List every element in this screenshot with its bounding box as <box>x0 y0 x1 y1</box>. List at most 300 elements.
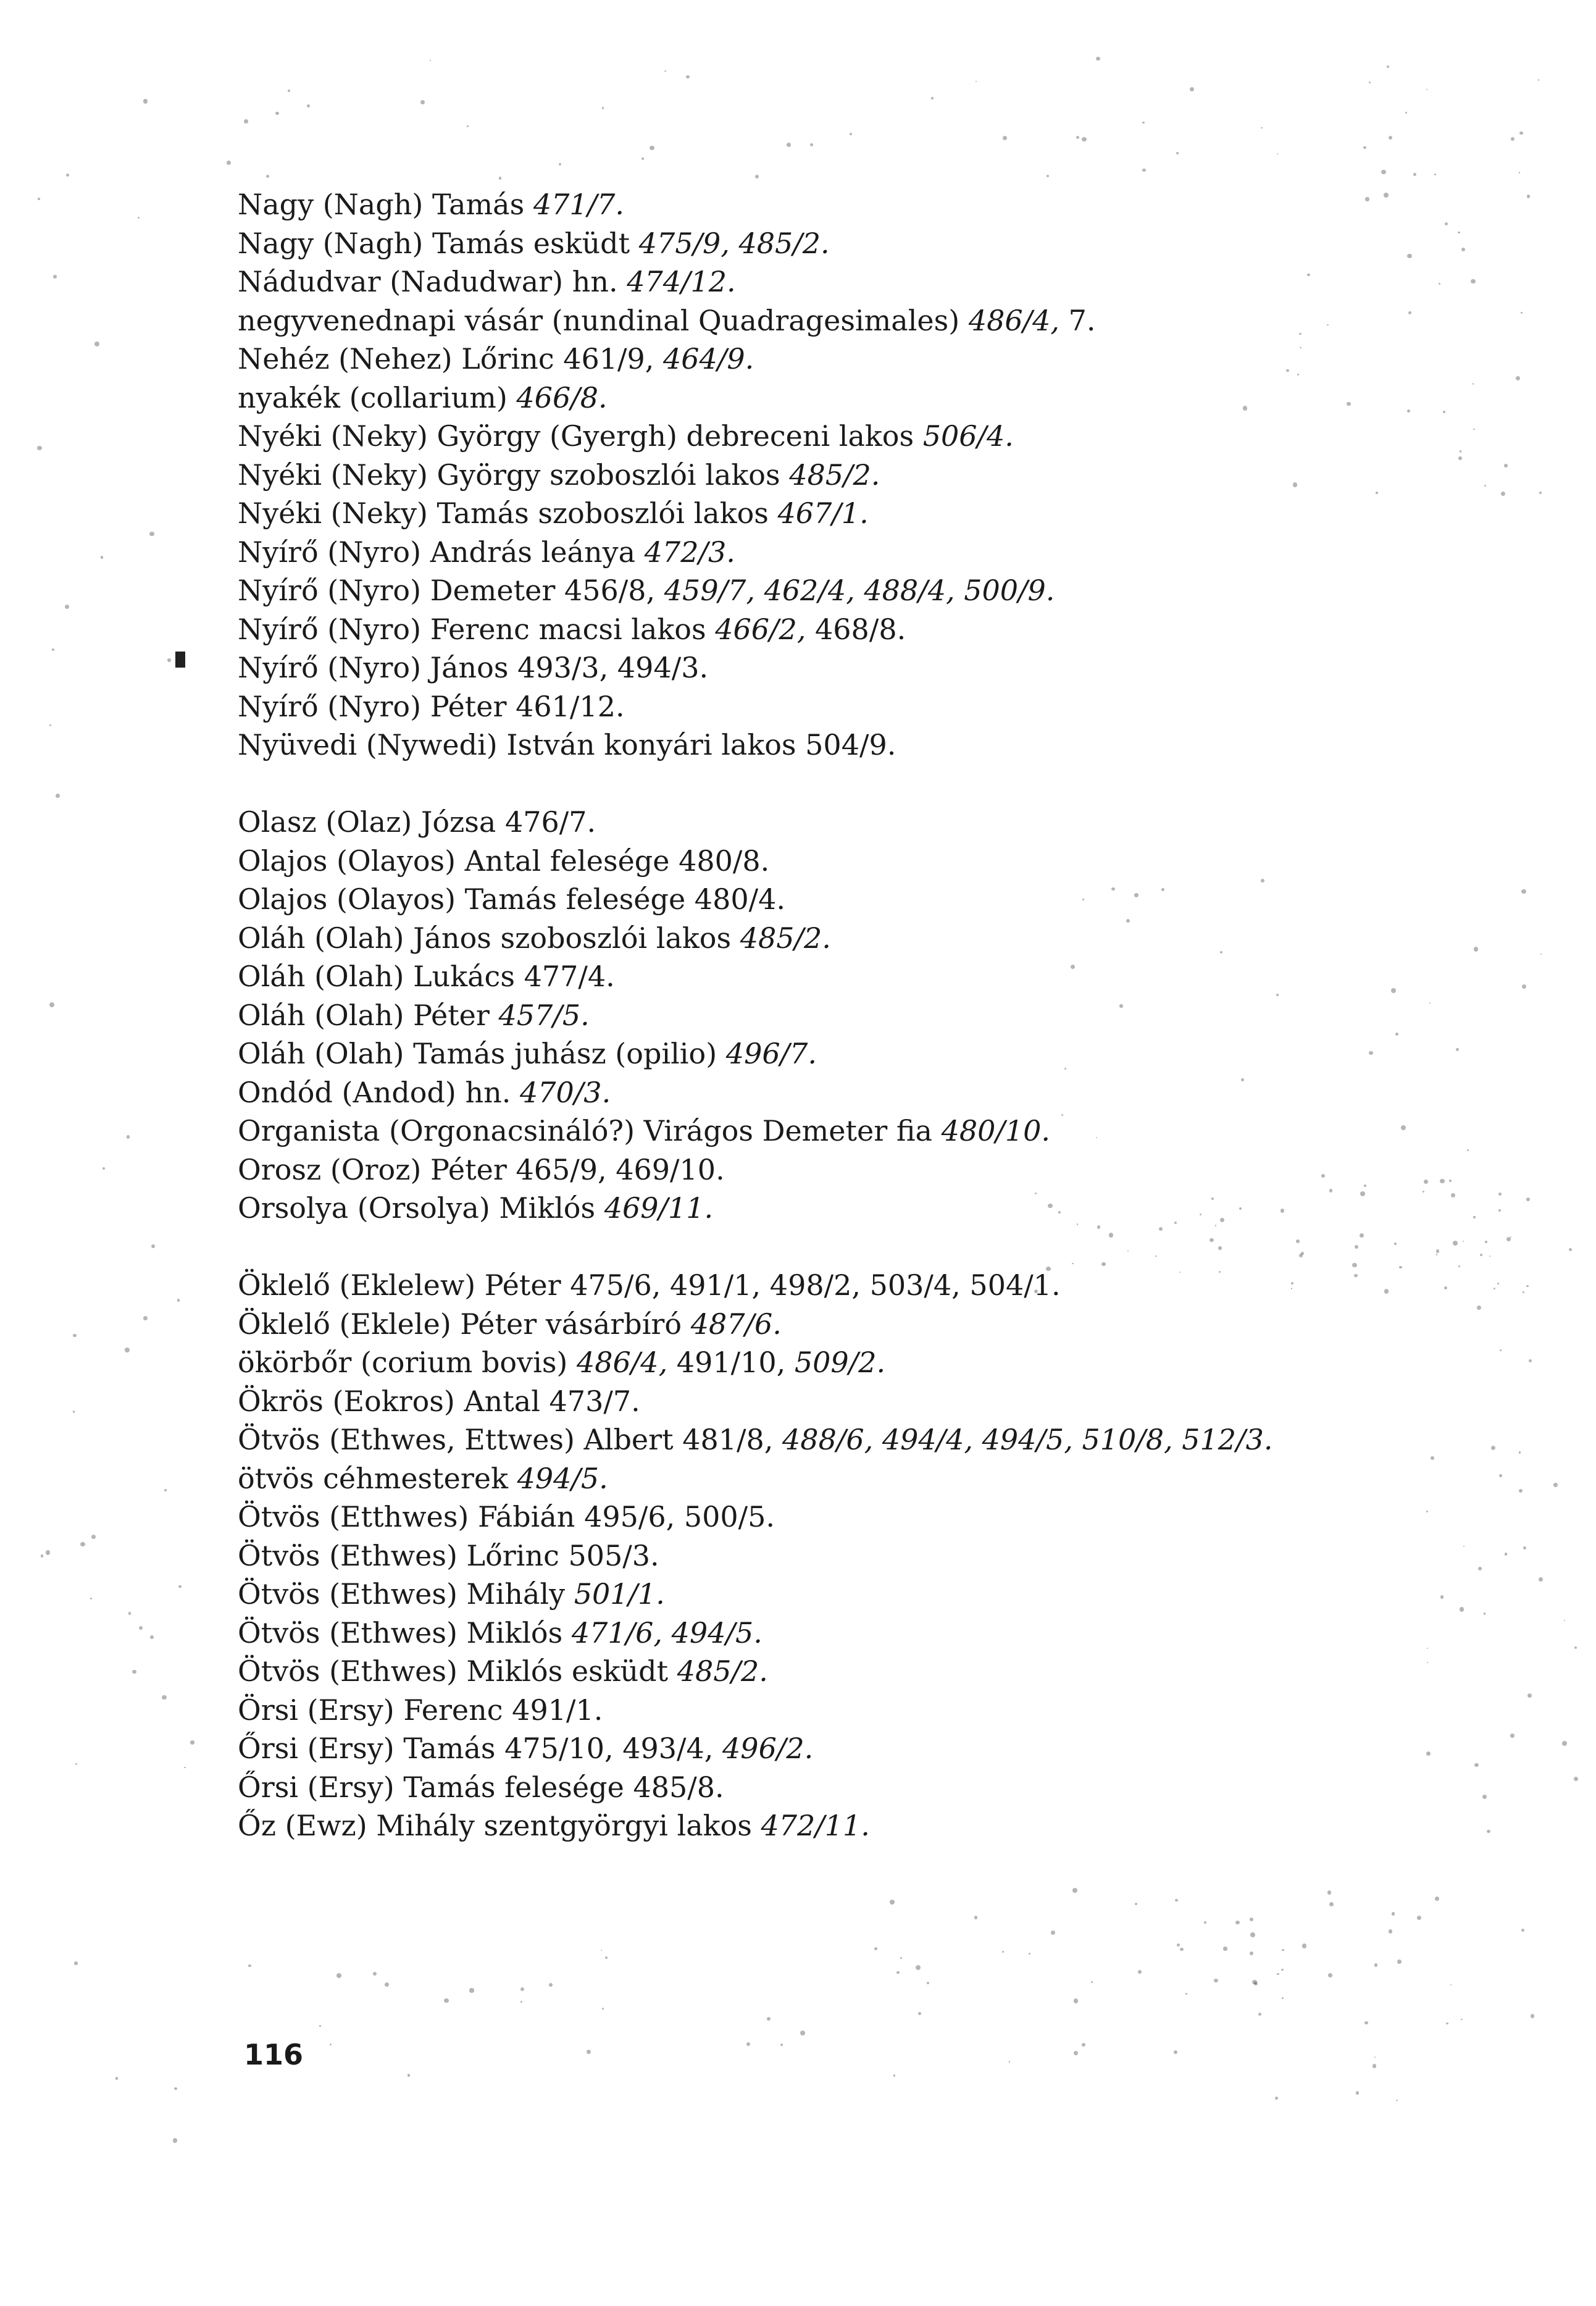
scan-speck <box>1519 1489 1523 1493</box>
index-entry <box>238 1806 1503 1845</box>
entry-reference: 464/9. <box>663 342 754 375</box>
scan-speck <box>1519 1451 1521 1454</box>
scan-speck <box>1461 2019 1462 2020</box>
scan-speck <box>602 2008 604 2010</box>
scan-speck <box>143 1316 148 1320</box>
scan-speck <box>1527 195 1531 198</box>
scan-speck <box>927 1982 929 1984</box>
scan-speck <box>650 146 654 151</box>
scan-speck <box>1327 1890 1331 1894</box>
scan-speck <box>128 1612 132 1615</box>
entry-name: Ötvös (Ethwes) Miklós <box>238 1616 572 1650</box>
scan-speck <box>976 81 977 82</box>
margin-mark <box>175 652 185 668</box>
scan-speck <box>190 1740 194 1744</box>
scan-speck <box>1177 1943 1180 1947</box>
scan-speck <box>874 1947 877 1950</box>
entry-name: Öklelő (Eklele) Péter vásárbíró <box>238 1307 691 1341</box>
scan-speck <box>1235 1921 1239 1924</box>
scan-speck <box>1539 1577 1544 1582</box>
entry-reference: 472/3. <box>644 535 735 569</box>
entry-reference: 504/9. <box>805 728 896 761</box>
index-entry <box>238 340 1503 379</box>
entry-name: ötvös céhmesterek <box>238 1461 517 1495</box>
scan-speck <box>896 1971 900 1974</box>
scan-speck <box>46 1550 50 1554</box>
scan-speck <box>520 1987 524 1991</box>
index-entry <box>238 842 1503 881</box>
entry-reference: 457/5. <box>498 998 590 1032</box>
entry-reference: 466/8. <box>516 380 608 414</box>
index-entry <box>238 1729 1503 1768</box>
index-entry <box>238 456 1503 495</box>
entry-name: negyvenednapi vásár (nundinal Quadragesimales) <box>238 303 969 337</box>
entry-reference: 473/7. <box>549 1384 640 1418</box>
entry-reference: 488/6, 494/4, 494/5, 510/8, 512/3. <box>782 1423 1273 1456</box>
scan-speck <box>1526 1285 1529 1288</box>
entry-reference: 475/10, 493/4, <box>504 1732 723 1765</box>
scan-speck <box>916 1965 921 1970</box>
scan-speck <box>974 1916 977 1919</box>
scan-speck <box>444 1998 448 2003</box>
scan-speck <box>1275 2097 1278 2100</box>
scan-speck <box>1387 65 1389 68</box>
entry-reference: 471/6, 494/5. <box>571 1616 762 1650</box>
scan-speck <box>1082 137 1087 142</box>
entry-reference: 486/4, <box>577 1346 668 1379</box>
scan-speck <box>1510 1734 1515 1738</box>
scan-speck <box>1417 1916 1421 1920</box>
index-entry <box>238 417 1503 456</box>
scan-speck <box>38 198 40 200</box>
entry-reference: 496/2. <box>722 1732 814 1765</box>
scan-speck <box>1250 1932 1255 1937</box>
scan-speck <box>1082 2043 1086 2047</box>
index-entry <box>238 1652 1503 1691</box>
index-entry <box>238 224 1503 263</box>
entry-name: Nyéki (Neky) Tamás szoboszlói lakos <box>238 497 778 530</box>
scan-speck <box>1505 1553 1508 1556</box>
scan-speck <box>91 1535 96 1539</box>
scan-speck <box>139 1626 143 1630</box>
entry-name: Őrsi (Ersy) Tamás <box>238 1732 505 1765</box>
scan-speck <box>469 1988 474 1992</box>
scan-speck <box>664 70 666 72</box>
entry-reference: 470/3. <box>520 1075 611 1109</box>
scan-speck <box>850 133 852 135</box>
scan-speck <box>173 2138 177 2142</box>
entry-reference: 461/12. <box>516 689 625 723</box>
entry-name: nyakék (collarium) <box>238 380 517 414</box>
scan-speck <box>1277 153 1278 154</box>
scan-speck <box>420 100 425 104</box>
scan-speck <box>1523 1546 1527 1550</box>
entry-reference: 495/6, 500/5. <box>584 1500 775 1533</box>
scan-speck <box>746 2042 750 2046</box>
entry-reference: 487/6. <box>690 1307 782 1341</box>
scan-speck <box>1506 1237 1511 1241</box>
scan-speck <box>94 342 99 346</box>
scan-speck <box>601 1950 602 1951</box>
scan-speck <box>178 1585 181 1588</box>
entry-name: Ötvös (Ethwes) Mihály <box>238 1577 574 1611</box>
entry-reference: 505/3. <box>568 1538 659 1572</box>
scan-speck <box>1135 1903 1137 1905</box>
index-entry <box>238 726 1503 765</box>
scan-speck <box>1072 1888 1077 1893</box>
scan-speck <box>1413 173 1416 176</box>
scan-speck <box>1434 174 1436 175</box>
entry-name: Őz (Ewz) Mihály szentgyörgyi lakos <box>238 1809 761 1842</box>
scan-speck <box>49 1002 54 1007</box>
scan-speck <box>1369 82 1371 83</box>
index-entry <box>238 1498 1503 1537</box>
scan-speck <box>686 75 689 78</box>
scan-speck <box>266 175 270 178</box>
index-entry <box>238 1768 1503 1807</box>
index-list <box>238 185 1503 1845</box>
entry-reference: 480/4. <box>694 883 785 916</box>
scan-speck <box>1574 1777 1578 1781</box>
index-entry <box>238 185 1503 224</box>
index-entry <box>238 1575 1503 1614</box>
scan-speck <box>931 97 934 99</box>
scan-speck <box>1450 1984 1452 1985</box>
entry-reference: 461/9, <box>563 342 664 375</box>
index-entry <box>238 1691 1503 1730</box>
entry-name: Nyírő (Nyro) Ferenc macsi lakos <box>238 612 716 646</box>
scan-speck <box>1527 1693 1532 1698</box>
entry-name: Olajos (Olayos) Antal felesége <box>238 844 679 878</box>
entry-reference: 493/3, 494/3. <box>517 651 709 684</box>
scan-speck <box>1529 1359 1532 1362</box>
scan-speck <box>1091 1981 1093 1983</box>
scan-speck <box>73 1334 77 1338</box>
scan-speck <box>49 724 51 726</box>
scan-speck <box>1204 1921 1206 1924</box>
scan-speck <box>227 161 231 165</box>
scan-speck <box>102 1167 105 1170</box>
scan-speck <box>1096 57 1100 61</box>
index-entry <box>238 571 1503 610</box>
scan-speck <box>1522 984 1526 989</box>
entry-name: ökörbőr (corium bovis) <box>238 1346 577 1379</box>
entry-name: Ötvös (Ethwes) Miklós esküdt <box>238 1654 677 1688</box>
scan-speck <box>1356 2091 1360 2095</box>
scan-speck <box>65 605 69 609</box>
scan-speck <box>41 1554 43 1557</box>
scan-speck <box>1446 2023 1448 2025</box>
scan-speck <box>74 1961 78 1965</box>
index-entry <box>238 687 1503 726</box>
scan-speck <box>1142 169 1145 172</box>
scan-speck <box>1553 1483 1557 1486</box>
scan-speck <box>520 2001 522 2003</box>
scan-speck <box>138 217 140 219</box>
entry-reference: 468/8. <box>806 612 906 646</box>
entry-name: Őrsi (Ersy) Tamás felesége <box>238 1770 633 1804</box>
index-entry <box>238 262 1503 301</box>
entry-name: Nyírő (Nyro) András leánya <box>238 535 645 569</box>
index-entry <box>238 1459 1503 1498</box>
entry-reference: 501/1. <box>574 1577 665 1611</box>
scan-speck <box>1426 89 1427 90</box>
index-entry <box>238 301 1503 340</box>
scan-speck <box>1277 1973 1279 1975</box>
index-entry <box>238 1151 1503 1189</box>
scan-speck <box>244 119 248 124</box>
entry-reference: 485/2. <box>789 458 880 492</box>
entry-name: Oláh (Olah) Tamás juhász (opilio) <box>238 1037 726 1070</box>
scan-speck <box>1381 170 1385 174</box>
scan-speck <box>330 2044 332 2045</box>
entry-name: Ötvös (Ethwes) Lőrinc <box>238 1538 569 1572</box>
index-entry <box>238 494 1503 533</box>
scan-speck <box>151 1244 155 1248</box>
entry-reference: 480/8. <box>679 844 770 878</box>
entry-name: Ökrös (Eokros) Antal <box>238 1384 549 1418</box>
scan-speck <box>900 1957 902 1959</box>
scan-speck <box>80 1542 85 1546</box>
scan-speck <box>1531 2014 1534 2018</box>
index-entry <box>238 996 1503 1035</box>
scan-speck <box>1223 1947 1227 1950</box>
scan-speck <box>143 99 148 103</box>
entry-name: Orsolya (Orsolya) Miklós <box>238 1191 604 1225</box>
scan-speck <box>150 1635 154 1640</box>
entry-reference: 486/4, <box>968 303 1059 337</box>
scan-speck <box>1372 2064 1377 2068</box>
scan-speck <box>164 1489 167 1491</box>
index-entry <box>238 957 1503 996</box>
scan-speck <box>1389 136 1392 140</box>
scan-speck <box>1076 136 1079 139</box>
scan-speck <box>1281 1969 1284 1971</box>
scan-speck <box>1328 1973 1332 1977</box>
entry-name: Nehéz (Nehez) Lőrinc <box>238 342 564 375</box>
scan-speck <box>1185 1993 1187 1995</box>
entry-name: Ondód (Andod) hn. <box>238 1075 520 1109</box>
scan-speck <box>288 90 290 92</box>
scan-speck <box>1540 954 1542 955</box>
index-entry <box>238 1034 1503 1073</box>
index-entry <box>238 379 1503 417</box>
scan-speck <box>767 2017 771 2021</box>
scan-speck <box>177 1299 180 1302</box>
entry-name: Oláh (Olah) Péter <box>238 998 499 1032</box>
scan-speck <box>385 1982 389 1987</box>
scan-speck <box>1526 1197 1530 1201</box>
scan-speck <box>101 556 104 559</box>
entry-name: Nyüvedi (Nywedi) István konyári lakos <box>238 728 806 761</box>
scan-speck <box>1397 1960 1402 1964</box>
index-entry <box>238 1189 1503 1228</box>
scan-speck <box>893 2074 896 2077</box>
scan-speck <box>127 1135 130 1139</box>
scan-speck <box>1282 1949 1284 1952</box>
index-entry <box>238 533 1503 572</box>
scan-speck <box>132 1670 136 1674</box>
entry-reference: 456/8, <box>564 574 664 607</box>
scan-speck <box>1405 112 1407 114</box>
scan-speck <box>499 177 502 180</box>
scan-speck <box>1389 1929 1392 1933</box>
scan-speck <box>319 2025 321 2027</box>
entry-reference: 509/2. <box>794 1346 886 1379</box>
scan-speck <box>780 2044 783 2046</box>
entry-reference: 506/4. <box>922 419 1014 453</box>
entry-reference: 469/11. <box>604 1191 714 1225</box>
scan-speck <box>1564 1620 1565 1621</box>
scan-speck <box>53 275 57 279</box>
entry-name: Ötvös (Etthwes) Fábián <box>238 1500 585 1533</box>
scan-speck <box>1250 1952 1253 1955</box>
scan-speck <box>125 1348 130 1352</box>
scan-speck <box>1051 1931 1055 1935</box>
scan-speck <box>115 2077 119 2080</box>
scan-speck <box>1521 312 1523 314</box>
entry-reference: 491/10, <box>667 1346 795 1379</box>
scan-speck <box>787 143 790 146</box>
entry-name: Nyírő (Nyro) Péter <box>238 689 516 723</box>
index-entry <box>238 1382 1503 1421</box>
scan-speck <box>467 125 468 127</box>
entry-reference: 467/1. <box>777 497 869 530</box>
scan-speck <box>1521 1929 1524 1932</box>
scan-speck <box>66 174 69 177</box>
section-gap <box>238 1228 1503 1267</box>
scan-speck <box>1252 1980 1257 1985</box>
scan-speck <box>1510 1236 1511 1238</box>
scan-speck <box>1516 376 1520 380</box>
index-entry <box>238 919 1503 958</box>
entry-name: Organista (Orgonacsináló?) Virágos Demeter fia <box>238 1114 942 1147</box>
entry-name: Olasz (Olaz) Józsa <box>238 805 505 839</box>
scan-speck <box>1282 1997 1284 1999</box>
scan-speck <box>1538 79 1539 80</box>
scan-speck <box>549 1983 553 1987</box>
scan-speck <box>1047 175 1049 177</box>
scan-speck <box>307 104 310 107</box>
scan-speck <box>73 1411 75 1413</box>
entry-reference: 491/1. <box>512 1693 603 1727</box>
scan-speck <box>1175 1899 1177 1901</box>
entry-name: Nyéki (Neky) György szoboszlói lakos <box>238 458 790 492</box>
scan-speck <box>605 1956 608 1959</box>
entry-name: Orosz (Oroz) Péter <box>238 1152 516 1186</box>
scan-speck <box>1569 1248 1572 1251</box>
entry-name: Nádudvar (Nadudwar) hn. <box>238 265 627 298</box>
index-entry <box>238 803 1503 842</box>
entry-reference: 476/7. <box>504 805 596 839</box>
entry-reference: 480/10. <box>941 1114 1051 1147</box>
scan-speck <box>1562 1741 1567 1746</box>
scan-speck <box>1519 172 1521 174</box>
scan-speck <box>587 2050 591 2054</box>
entry-reference: 475/9, 485/2. <box>638 226 830 260</box>
entry-reference: 465/9, 469/10. <box>516 1152 725 1186</box>
scan-speck <box>1521 889 1526 894</box>
scan-speck <box>1539 492 1542 494</box>
section-gap <box>238 765 1503 803</box>
entry-name: Nyírő (Nyro) Demeter <box>238 574 564 607</box>
entry-reference: 485/2. <box>740 921 831 955</box>
scan-speck <box>56 794 60 798</box>
scan-speck <box>373 1972 377 1976</box>
scan-speck <box>1250 1918 1253 1921</box>
scan-speck <box>1392 1912 1395 1915</box>
entry-reference: 466/2, <box>715 612 806 646</box>
index-entry <box>238 1305 1503 1344</box>
scan-speck <box>1364 2021 1368 2025</box>
entry-reference: 475/6, 491/1, 498/2, 503/4, 504/1. <box>570 1268 1061 1302</box>
scan-speck <box>1258 2013 1261 2016</box>
scan-speck <box>800 2031 805 2036</box>
entry-reference: 459/7, 462/4, 488/4, 500/9. <box>664 574 1055 607</box>
scan-speck <box>75 1763 77 1765</box>
index-entry <box>238 610 1503 649</box>
scan-speck <box>149 532 154 537</box>
scan-speck <box>1363 146 1366 149</box>
entry-name: Örsi (Ersy) Ferenc <box>238 1693 512 1727</box>
entry-reference: 496/7. <box>725 1037 817 1070</box>
scan-speck <box>755 175 759 178</box>
scan-speck <box>1029 1953 1030 1955</box>
entry-name: Oláh (Olah) János szoboszlói lakos <box>238 921 740 955</box>
scan-speck <box>52 648 54 651</box>
scan-speck <box>1504 464 1508 467</box>
page-number: 116 <box>244 2038 304 2071</box>
entry-reference: 494/5. <box>517 1461 608 1495</box>
scan-speck <box>1435 1897 1439 1901</box>
entry-name: Ötvös (Ethwes, Ettwes) Albert <box>238 1423 683 1456</box>
scan-speck <box>890 1900 895 1905</box>
scan-speck <box>1302 1943 1306 1948</box>
entry-reference: 7. <box>1059 303 1096 337</box>
scan-speck <box>1574 1646 1577 1649</box>
entry-name: Nagy (Nagh) Tamás esküdt <box>238 226 639 260</box>
scan-speck <box>90 1598 92 1600</box>
scan-speck <box>407 2074 411 2077</box>
index-entry <box>238 1266 1503 1305</box>
index-entry <box>238 1420 1503 1459</box>
entry-reference: 481/8, <box>682 1423 783 1456</box>
entry-name: Oláh (Olah) Lukács <box>238 960 524 993</box>
scan-speck <box>1190 87 1194 91</box>
scan-speck <box>1180 1948 1184 1952</box>
scan-speck <box>174 2087 177 2090</box>
entry-reference: 485/2. <box>677 1654 768 1688</box>
entry-name: Nagy (Nagh) Tamás <box>238 188 533 221</box>
index-entry <box>238 1073 1503 1112</box>
scan-speck <box>1523 1291 1524 1293</box>
scan-speck <box>1138 1970 1142 1974</box>
index-entry <box>238 1343 1503 1382</box>
scan-speck <box>1074 1998 1079 2003</box>
index-entry <box>238 1112 1503 1151</box>
entry-reference: 485/8. <box>633 1770 724 1804</box>
entry-name: Öklelő (Eklelew) Péter <box>238 1268 570 1302</box>
scan-speck <box>1009 2061 1011 2063</box>
index-entry <box>238 1537 1503 1575</box>
scan-speck <box>1003 136 1007 140</box>
scan-speck <box>37 446 42 451</box>
scan-speck <box>1002 1951 1004 1953</box>
scan-speck <box>248 1964 251 1968</box>
scan-speck <box>1142 122 1144 124</box>
scan-speck <box>430 60 431 61</box>
scan-speck <box>1174 2050 1177 2054</box>
